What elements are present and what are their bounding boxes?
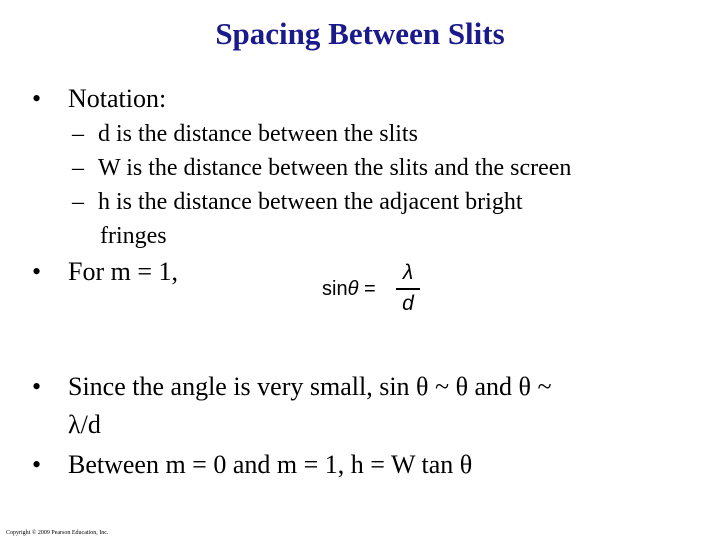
formula-func: sin xyxy=(322,278,348,300)
dash-marker: – xyxy=(72,121,84,147)
slide-title: Spacing Between Slits xyxy=(215,16,505,51)
formula-lhs xyxy=(322,278,376,301)
formula-denominator: d xyxy=(402,291,414,315)
bullet-marker: • xyxy=(32,372,42,401)
dash-marker: – xyxy=(72,189,84,215)
formula-numerator: λ xyxy=(402,261,414,284)
sub-bullet-w-text: W is the distance between the slits and the screen xyxy=(98,155,572,181)
bullet-since-text: Since the angle is very small, sin θ ~ θ and θ ~ xyxy=(68,372,552,401)
sub-bullet-d xyxy=(72,121,418,148)
copyright-notice: Copyright © 2009 Pearson Education, Inc. xyxy=(6,530,109,536)
sub-bullet-h xyxy=(72,189,523,216)
sine-formula xyxy=(322,260,432,322)
bullet-since xyxy=(32,372,552,402)
bullet-since-continuation: λ/d xyxy=(68,410,101,439)
bullet-notation-text: Notation: xyxy=(68,84,167,113)
sub-bullet-h-continuation: fringes xyxy=(100,223,167,249)
formula-fraction xyxy=(396,260,420,317)
bullet-for-m xyxy=(32,257,178,287)
sub-bullet-h-text: h is the distance between the adjacent bright xyxy=(98,189,523,215)
bullet-between-text: Between m = 0 and m = 1, h = W tan θ xyxy=(68,450,473,479)
dash-marker: – xyxy=(72,155,84,181)
bullet-for-m-text: For m = 1, xyxy=(68,257,179,286)
bullet-between xyxy=(32,450,472,480)
bullet-marker: • xyxy=(32,450,42,479)
fraction-bar xyxy=(396,288,420,290)
formula-equals: = xyxy=(364,278,376,300)
sub-bullet-w xyxy=(72,155,571,182)
bullet-notation xyxy=(32,84,166,114)
bullet-marker: • xyxy=(32,84,42,113)
sub-bullet-d-text: d is the distance between the slits xyxy=(98,121,418,147)
bullet-marker: • xyxy=(32,257,42,286)
formula-var: θ xyxy=(347,278,359,300)
